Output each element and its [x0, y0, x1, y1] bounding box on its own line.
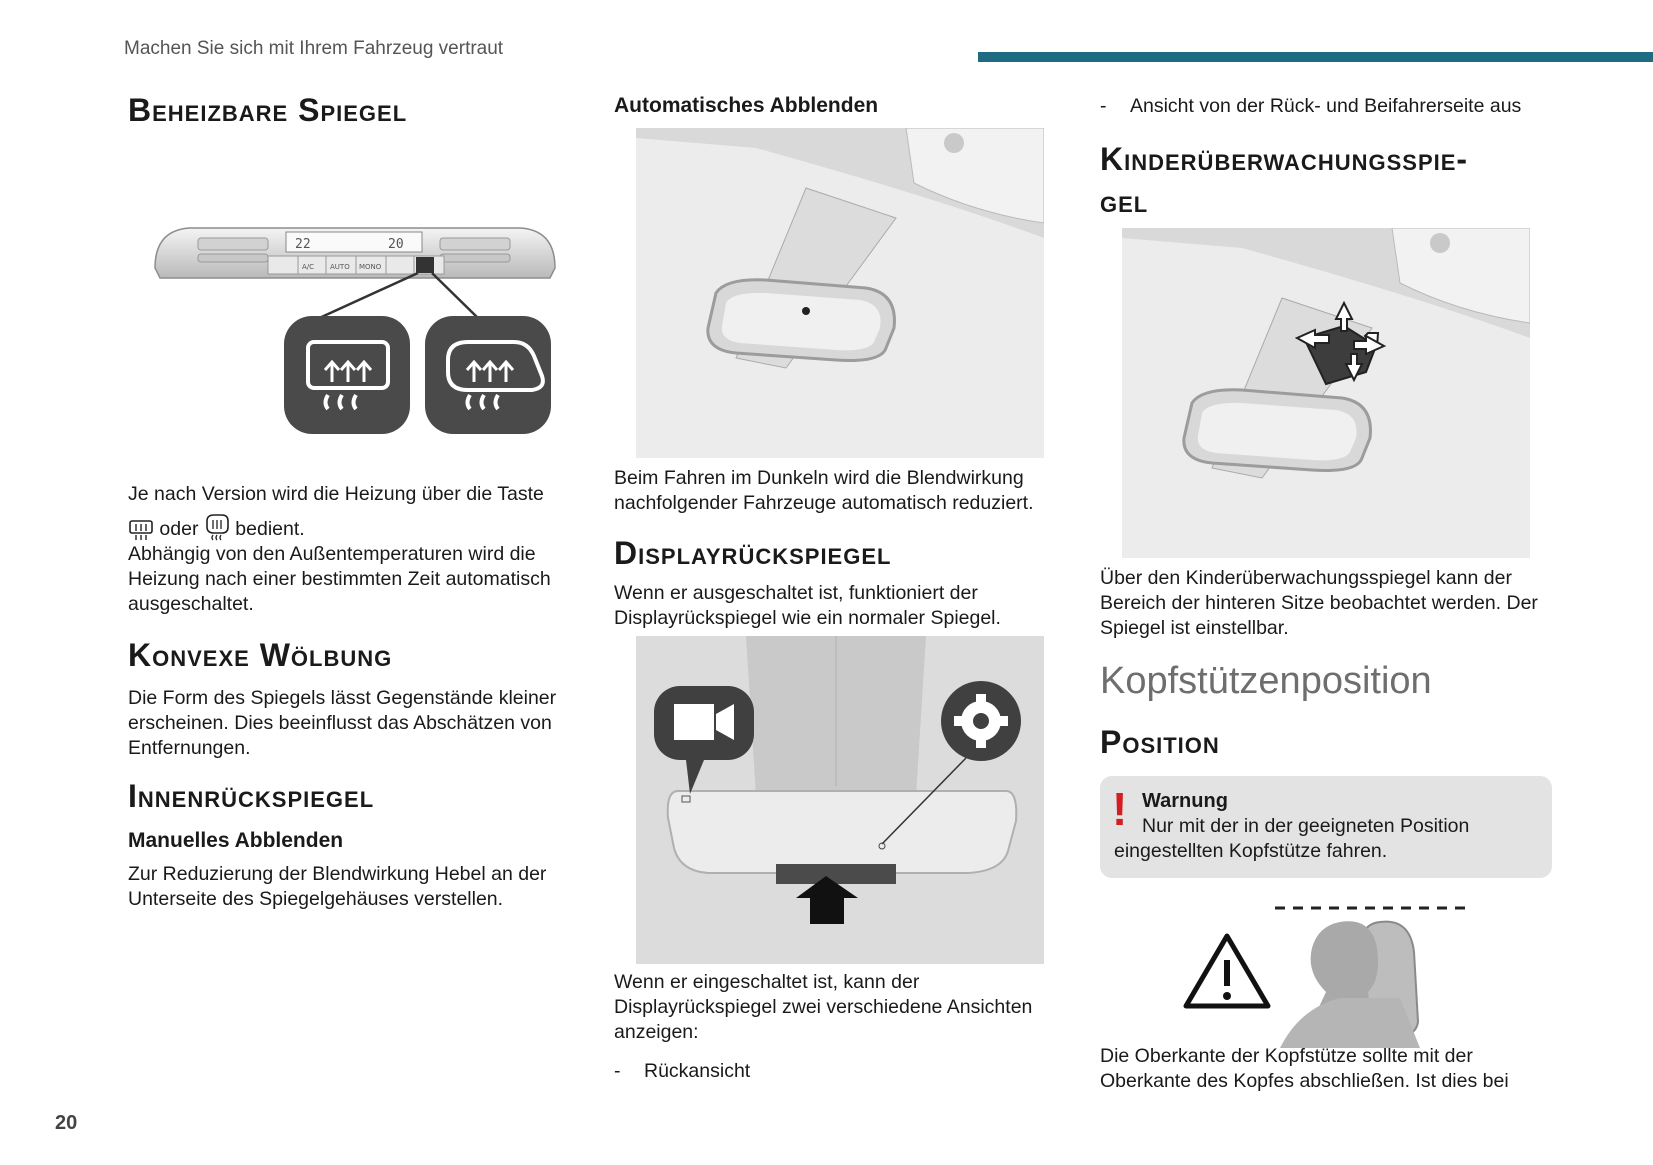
headrest-text: Die Oberkante der Kopfstütze sollte mit der Oberkante des Kopfes abschließen. Ist dies bei — [1100, 1045, 1509, 1092]
display-on-text: Wenn er eingeschaltet ist, kann der Displayrückspiegel zwei verschiedene Ansichten anzeigen: — [614, 971, 1033, 1043]
list-item-passenger-view: - Ansicht von der Rück- und Beifahrerseite aus — [1100, 95, 1522, 117]
warning-text: Nur mit der in der geeigneten Position eingestellten Kopfstütze fahren. — [1114, 815, 1470, 862]
panel-temp-left: 22 — [295, 237, 311, 252]
heated-paragraph-2: Abhängig von den Außentemperaturen wird die Heizung nach einer bestimmten Zeit automatisch ausgeschaltet. — [128, 543, 551, 615]
heading-convex: Konvexe Wölbung — [128, 637, 393, 673]
subheading-auto-dimming: Automatisches Abblenden — [614, 94, 879, 117]
display-mirror-figure — [636, 636, 1044, 964]
child-mirror-text: Über den Kinderüberwachungsspiegel kann der Bereich der hinteren Sitze beobachtet werden. Der Spiegel ist einstellbar. — [1100, 567, 1538, 639]
warning-triangle-icon — [1186, 936, 1268, 1006]
heated-operated-text: bedient. — [235, 518, 305, 540]
child-mirror-figure — [1122, 228, 1530, 558]
heading-child-mirror: Kinderüberwachungsspie- gel — [1100, 141, 1469, 219]
panel-auto-label: AUTO — [330, 263, 350, 271]
panel-mono-label: MONO — [359, 263, 382, 271]
list-item-rear-view: - Rückansicht — [614, 1060, 751, 1082]
rear-defrost-inline-icon — [128, 519, 154, 541]
heading-display-mirror: Displayrückspiegel — [614, 535, 892, 571]
headrest-figure — [1180, 902, 1470, 1048]
auto-dimming-text: Beim Fahren im Dunkeln wird die Blendwirkung nachfolgender Fahrzeuge automatisch reduziert. — [614, 467, 1034, 514]
header-accent-bar — [978, 52, 1653, 62]
warning-title: Warnung — [1142, 790, 1228, 812]
heading-heated-mirrors: Beheizbare Spiegel — [128, 92, 408, 128]
page-number: 20 — [55, 1112, 78, 1134]
mirror-defrost-inline-icon — [204, 513, 230, 541]
climate-panel-figure — [150, 220, 560, 440]
heading-position: Position — [1100, 724, 1220, 760]
auto-dimming-mirror-figure — [636, 128, 1044, 458]
convex-text: Die Form des Spiegels lässt Gegenstände kleiner erscheinen. Dies beeinflusst das Abschätzen von Entfernungen. — [128, 687, 557, 759]
panel-temp-right: 20 — [388, 237, 404, 252]
subheading-manual-dimming: Manuelles Abblenden — [128, 829, 344, 852]
heading-headrest-position: Kopfstützenposition — [1100, 660, 1432, 702]
running-title: Machen Sie sich mit Ihrem Fahrzeug vertraut — [124, 38, 504, 59]
heated-or-text: oder — [159, 518, 199, 540]
manual-dimming-text: Zur Reduzierung der Blendwirkung Hebel an der Unterseite des Spiegelgehäuses verstellen. — [128, 863, 547, 910]
heated-paragraph-1: Je nach Version wird die Heizung über die Taste — [128, 483, 544, 505]
warning-box — [1100, 776, 1552, 878]
heated-paragraph-buttons — [128, 513, 588, 542]
display-off-text: Wenn er ausgeschaltet ist, funktioniert der Displayrückspiegel wie ein normaler Spiegel. — [614, 582, 1001, 629]
heading-interior-mirror: Innenrückspiegel — [128, 778, 375, 814]
settings-gear-icon — [941, 681, 1021, 761]
warning-exclamation-icon: ! — [1112, 783, 1128, 835]
panel-ac-label: A/C — [302, 263, 315, 271]
